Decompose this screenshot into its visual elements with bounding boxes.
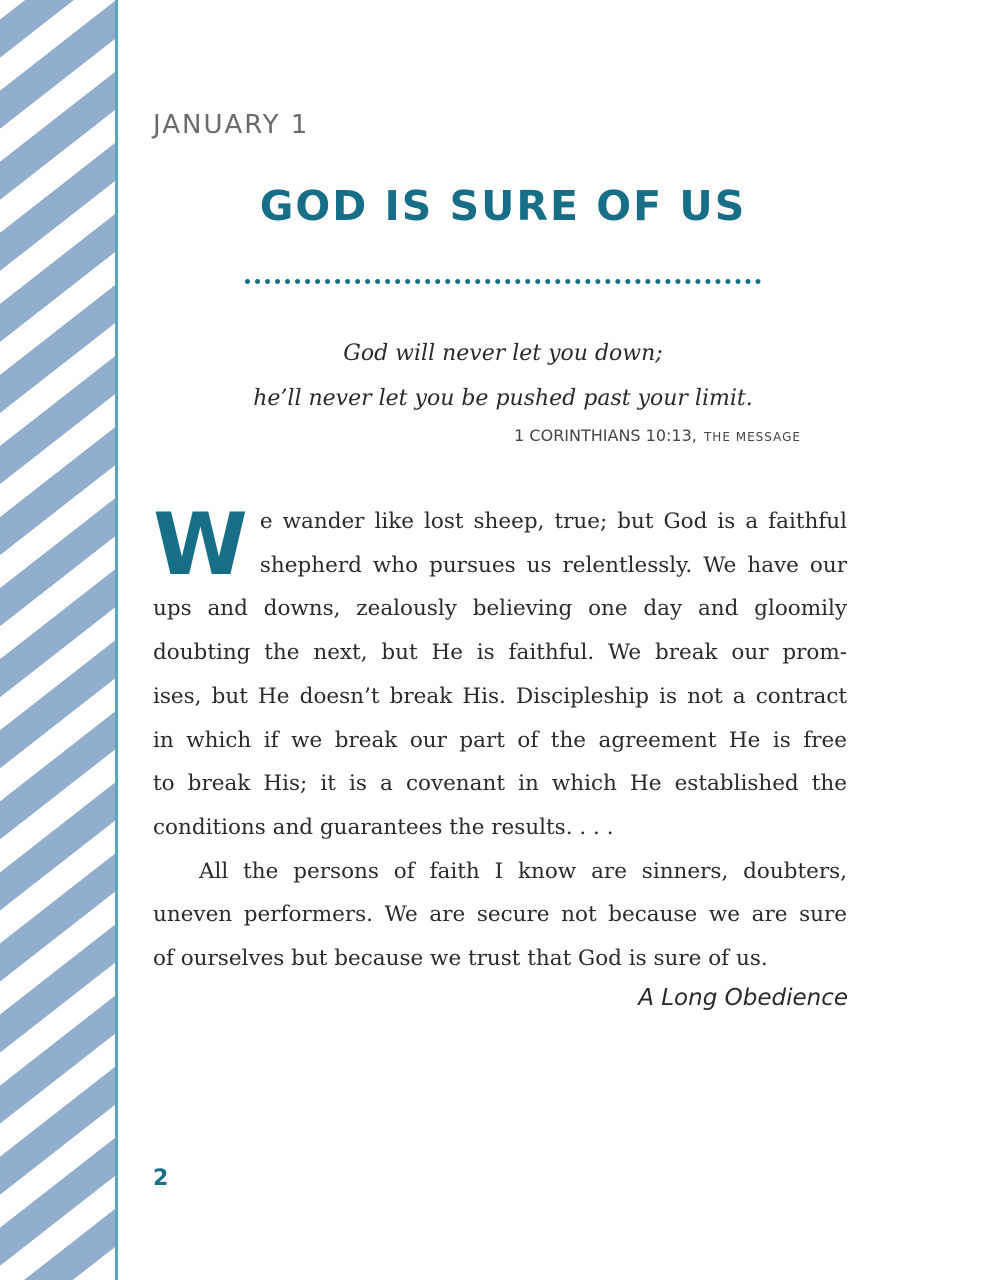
stripe-edge-line (115, 0, 118, 1280)
drop-cap: W (153, 495, 248, 595)
devotional-body (153, 495, 847, 981)
body-line: e wander like lost sheep, true; but God is a faithful (259, 509, 847, 534)
paragraph-2 (153, 850, 847, 981)
decorative-stripe-band (0, 0, 115, 1280)
body-line: All the persons of faith I know are sinners, doubters, (199, 858, 847, 884)
paragraph-1 (153, 495, 847, 850)
entry-title: GOD IS SURE OF US (259, 182, 747, 230)
verse-line-2: he’ll never let you be pushed past your limit. (253, 386, 753, 411)
entry-date: JANUARY 1 (153, 110, 310, 140)
body-line: in which if we break our part of the agreement He is free (153, 727, 847, 753)
body-line: conditions and guarantees the results. . . . (153, 814, 614, 840)
body-line: ises, but He doesn’t break His. Discipleship is not a contract (153, 683, 847, 709)
verse-reference-version: THE MESSAGE (703, 430, 801, 444)
body-line: to break His; it is a covenant in which He established the (153, 771, 847, 797)
verse-reference (514, 426, 801, 445)
body-line: uneven performers. We are secure not because we are sure (153, 902, 847, 928)
body-line: ups and downs, zealously believing one day and gloomily (153, 596, 847, 622)
body-line: shepherd who pursues us relentlessly. We have our (259, 552, 847, 578)
verse-reference-citation: 1 CORINTHIANS 10:13, (514, 426, 697, 445)
dotted-divider (245, 279, 761, 284)
source-attribution: A Long Obedience (638, 985, 848, 1011)
verse-line-1: God will never let you down; (343, 341, 663, 366)
body-line: of ourselves but because we trust that God is sure of us. (153, 946, 768, 972)
scripture-verse (153, 331, 853, 421)
page-number: 2 (153, 1166, 169, 1191)
body-line: doubting the next, but He is faithful. We break our prom- (153, 640, 847, 666)
